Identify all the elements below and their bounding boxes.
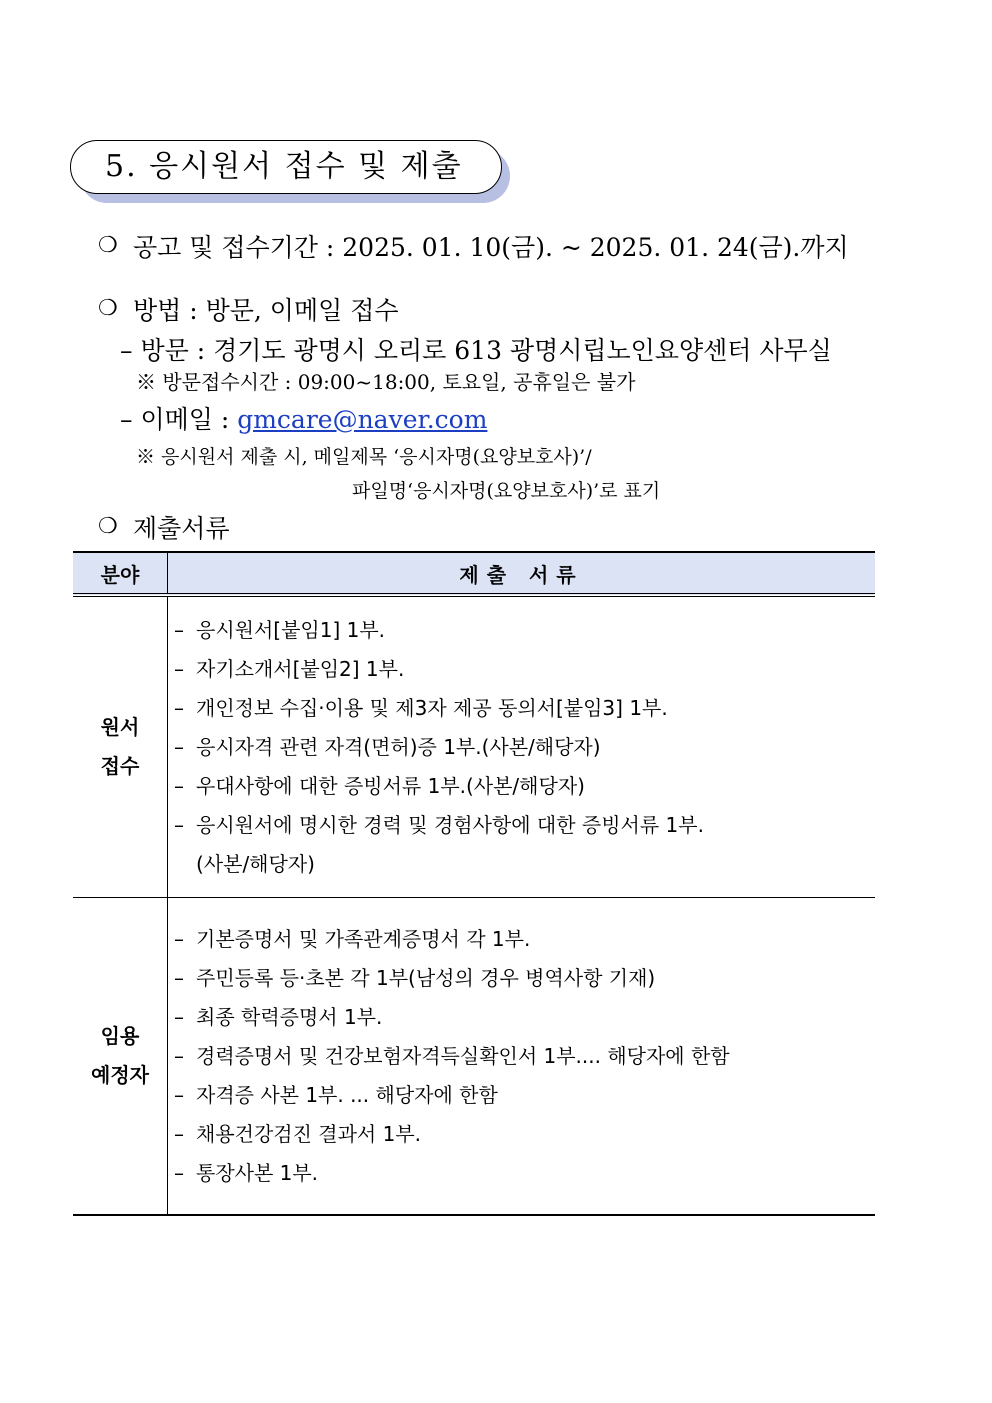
category-label: 임용 <box>100 1024 140 1048</box>
list-item: – 경력증명서 및 건강보험자격득실확인서 1부.... 해당자에 한함 <box>174 1043 730 1068</box>
email-label: – 이메일 : <box>120 405 238 434</box>
list-item: – 개인정보 수집·이용 및 제3자 제공 동의서[붙임3] 1부. <box>174 695 668 720</box>
section-title: 5. 응시원서 접수 및 제출 <box>70 140 502 194</box>
email-note-line1: ※ 응시원서 제출 시, 메일제목 ‘응시자명(요양보호사)’/ <box>136 446 592 468</box>
list-item: – 통장사본 1부. <box>174 1160 319 1185</box>
list-item-continuation: (사본/해당자) <box>196 851 315 876</box>
email-line <box>120 400 487 436</box>
documents-cell <box>168 898 876 1216</box>
documents-cell <box>168 595 876 898</box>
list-item: – 최종 학력증명서 1부. <box>174 1004 383 1029</box>
list-item: – 주민등록 등·초본 각 1부(남성의 경우 병역사항 기재) <box>174 965 656 990</box>
category-application <box>73 595 168 898</box>
list-item: – 우대사항에 대한 증빙서류 1부.(사본/해당자) <box>174 773 585 798</box>
document-list <box>168 920 875 1193</box>
header-category: 분야 <box>73 552 168 595</box>
email-link[interactable]: gmcare@naver.com <box>237 405 488 434</box>
list-item: – 응시원서에 명시한 경력 및 경험사항에 대한 증빙서류 1부. <box>174 812 704 837</box>
visit-address: – 방문 : 경기도 광명시 오리로 613 광명시립노인요양센터 사무실 <box>120 336 832 365</box>
table-row-application <box>73 595 875 898</box>
method-bullet-icon: ❍ <box>98 296 118 321</box>
documents-bullet-icon: ❍ <box>98 514 118 539</box>
visit-hours-note: ※ 방문접수시간 : 09:00~18:00, 토요일, 공휴일은 불가 <box>136 370 636 394</box>
category-label: 예정자 <box>91 1063 149 1087</box>
application-period: 공고 및 접수기간 : 2025. 01. 10(금). ~ 2025. 01. 24(금).까지 <box>133 233 849 262</box>
category-label: 접수 <box>100 754 140 778</box>
table-header-row <box>73 552 875 595</box>
list-item: – 자기소개서[붙임2] 1부. <box>174 656 405 681</box>
email-note-line2: 파일명‘응시자명(요양보호사)’로 표기 <box>352 480 661 502</box>
category-label: 원서 <box>100 715 140 739</box>
list-item: – 응시원서[붙임1] 1부. <box>174 617 386 642</box>
documents-heading: 제출서류 <box>133 514 230 543</box>
table-row-appointee <box>73 898 875 1216</box>
documents-table <box>73 551 875 1216</box>
header-documents: 제출 서류 <box>168 552 876 595</box>
list-item: – 기본증명서 및 가족관계증명서 각 1부. <box>174 926 531 951</box>
list-item: – 자격증 사본 1부. ... 해당자에 한함 <box>174 1082 498 1107</box>
period-bullet-icon: ❍ <box>98 233 118 258</box>
document-list <box>168 611 875 884</box>
list-item: – 응시자격 관련 자격(면허)증 1부.(사본/해당자) <box>174 734 601 759</box>
list-item: – 채용건강검진 결과서 1부. <box>174 1121 421 1146</box>
method-heading: 방법 : 방문, 이메일 접수 <box>133 296 399 325</box>
section-title-box <box>70 140 514 206</box>
category-appointee <box>73 898 168 1216</box>
